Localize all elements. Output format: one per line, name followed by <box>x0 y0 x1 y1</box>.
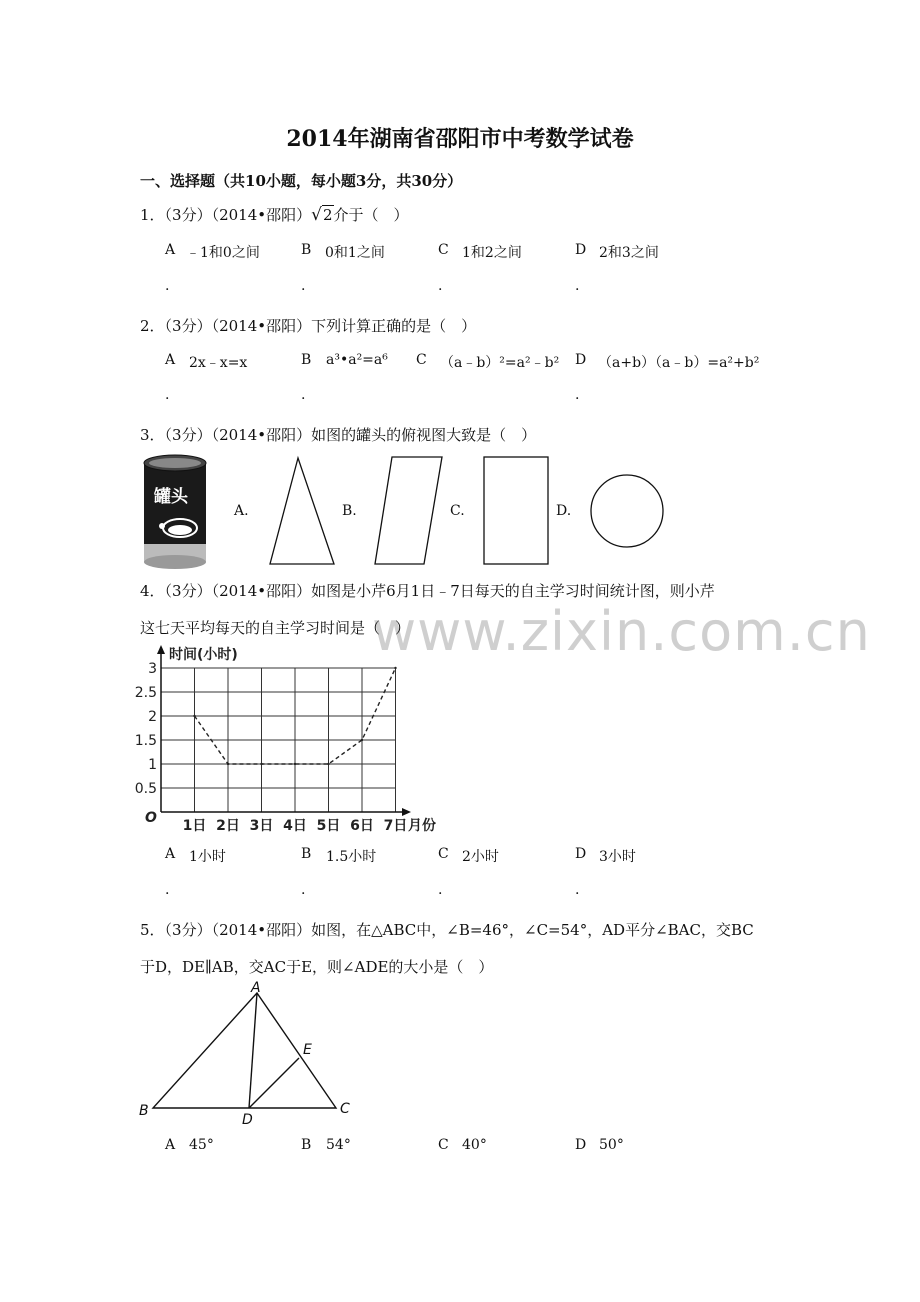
question-1-stem <box>140 204 409 225</box>
q5-option-c-text: 40° <box>462 1137 487 1153</box>
series-point <box>260 763 262 765</box>
q5-option-b-text: 54° <box>326 1137 351 1153</box>
q2-option-dot: . <box>165 387 170 403</box>
y-axis-arrow <box>157 645 165 654</box>
study-time-chart <box>134 640 448 840</box>
q3-option-c-label: C. <box>450 503 465 519</box>
q3-option-b-label: B. <box>342 503 357 519</box>
q2-option-d-text: （a+b）（a﹣b）=a²+b² <box>598 355 760 371</box>
q2-option-c-letter: C <box>416 352 427 368</box>
watermark: www.zixin.com.cn <box>372 600 871 663</box>
q2-option-dot: . <box>575 387 580 403</box>
question-4-stem-line2: 这七天平均每天的自主学习时间是（ ） <box>140 619 411 637</box>
series-point <box>361 739 363 741</box>
q2-option-a-letter: A <box>165 352 176 368</box>
y-tick-label: 1.5 <box>134 733 157 749</box>
x-tick-label: 6日 <box>350 818 374 834</box>
label-d: D <box>242 1112 253 1128</box>
label-b: B <box>139 1103 149 1119</box>
q3-option-d-label: D. <box>556 503 572 519</box>
section-heading: 一、选择题（共10小题，每小题3分，共30分） <box>140 172 463 190</box>
q1-option-b-text: 0和1之间 <box>325 245 385 261</box>
q1-suffix: 介于（ ） <box>333 206 409 224</box>
segment-ad <box>249 993 257 1108</box>
x-axis-label: 月份 <box>408 818 436 834</box>
q4-option-dot: . <box>165 882 170 898</box>
triangle-figure <box>136 978 366 1130</box>
origin-label: O <box>145 810 157 826</box>
q1-option-d-letter: D <box>575 242 587 258</box>
x-tick-label: 1日 <box>182 818 207 834</box>
q2-option-b-text: a³•a²=a⁶ <box>326 352 388 368</box>
q4-option-a-text: 1小时 <box>189 849 226 865</box>
q5-option-c-letter: C <box>438 1137 449 1153</box>
x-tick-labels <box>183 818 408 834</box>
q3-option-a-triangle <box>266 455 338 567</box>
q1-radicand: 2 <box>322 206 333 224</box>
q4-option-dot: . <box>438 882 443 898</box>
question-4-stem-line1: 4．（3分）（2014•邵阳）如图是小芹6月1日﹣7日每天的自主学习时间统计图，则小芹 <box>140 582 715 600</box>
q2-option-d-letter: D <box>575 352 587 368</box>
x-axis-arrow <box>402 808 411 816</box>
y-tick-label: 2.5 <box>134 685 157 701</box>
q5-option-d-text: 50° <box>599 1137 624 1153</box>
x-tick-label: 5日 <box>316 818 341 834</box>
q2-option-c-text: （a﹣b）²=a²﹣b² <box>440 355 560 371</box>
x-tick-label: 2日 <box>216 818 240 834</box>
q2-option-dot: . <box>301 387 306 403</box>
label-c: C <box>340 1101 350 1117</box>
label-e: E <box>303 1042 312 1058</box>
q5-option-a-letter: A <box>165 1137 176 1153</box>
series-point <box>193 715 195 717</box>
q1-prefix: 1．（3分）（2014•邵阳） <box>140 206 312 224</box>
x-tick-label: 3日 <box>249 818 274 834</box>
y-axis-label: 时间(小时) <box>169 647 238 663</box>
q4-option-d-text: 3小时 <box>599 849 636 865</box>
q4-option-d-letter: D <box>575 846 587 862</box>
y-tick-labels <box>135 661 157 797</box>
q3-option-a-label: A. <box>234 503 249 519</box>
series-point <box>294 763 296 765</box>
q4-option-dot: . <box>575 882 580 898</box>
q3-option-c-rectangle <box>482 455 552 567</box>
can-label: 罐头 <box>154 487 188 507</box>
question-5-stem-line2: 于D，DE∥AB，交AC于E，则∠ADE的大小是（ ） <box>140 958 494 976</box>
q1-option-c-letter: C <box>438 242 449 258</box>
q4-option-dot: . <box>301 882 306 898</box>
series-point <box>394 667 396 669</box>
q4-option-a-letter: A <box>165 846 176 862</box>
label-a: A <box>251 980 261 996</box>
chart-axes <box>157 645 411 816</box>
q1-option-b-letter: B <box>301 242 312 258</box>
question-5-stem-line1: 5．（3分）（2014•邵阳）如图，在△ABC中，∠B=46°，∠C=54°，AD平分∠BAC，交BC <box>140 921 754 939</box>
q1-option-a-letter: A <box>165 242 176 258</box>
x-tick-label: 7日 <box>383 818 408 834</box>
q5-option-a-text: 45° <box>189 1137 214 1153</box>
q4-option-c-text: 2小时 <box>462 849 499 865</box>
page-title: 2014年湖南省邵阳市中考数学试卷 <box>286 126 634 152</box>
can-illustration <box>140 452 210 570</box>
q1-option-dot: . <box>165 278 170 294</box>
question-3-stem: 3．（3分）（2014•邵阳）如图的罐头的俯视图大致是（ ） <box>140 426 537 444</box>
segment-de <box>249 1058 299 1108</box>
q3-option-b-parallelogram <box>373 455 445 567</box>
q1-option-dot: . <box>438 278 443 294</box>
q1-option-dot: . <box>575 278 580 294</box>
q4-option-c-letter: C <box>438 846 449 862</box>
chart-grid <box>161 668 396 812</box>
question-2-stem: 2．（3分）（2014•邵阳）下列计算正确的是（ ） <box>140 317 477 335</box>
q1-option-d-text: 2和3之间 <box>599 245 659 261</box>
series-point <box>327 763 329 765</box>
q4-option-b-text: 1.5小时 <box>326 849 377 865</box>
q4-option-b-letter: B <box>301 846 312 862</box>
y-tick-label: 1 <box>148 757 157 773</box>
q2-option-b-letter: B <box>301 352 312 368</box>
q1-option-a-text: ﹣1和0之间 <box>186 245 260 261</box>
q2-option-a-text: 2x﹣x=x <box>189 355 248 371</box>
series-point <box>227 763 229 765</box>
q5-option-b-letter: B <box>301 1137 312 1153</box>
q1-option-dot: . <box>301 278 306 294</box>
sqrt-symbol: √ <box>311 205 322 225</box>
y-tick-label: 2 <box>148 709 157 725</box>
q5-option-d-letter: D <box>575 1137 587 1153</box>
y-tick-label: 3 <box>148 661 157 677</box>
q1-option-c-text: 1和2之间 <box>462 245 522 261</box>
can-figure <box>140 452 210 570</box>
q3-option-d-circle <box>588 473 668 551</box>
x-tick-label: 4日 <box>283 818 307 834</box>
y-tick-label: 0.5 <box>134 781 157 797</box>
